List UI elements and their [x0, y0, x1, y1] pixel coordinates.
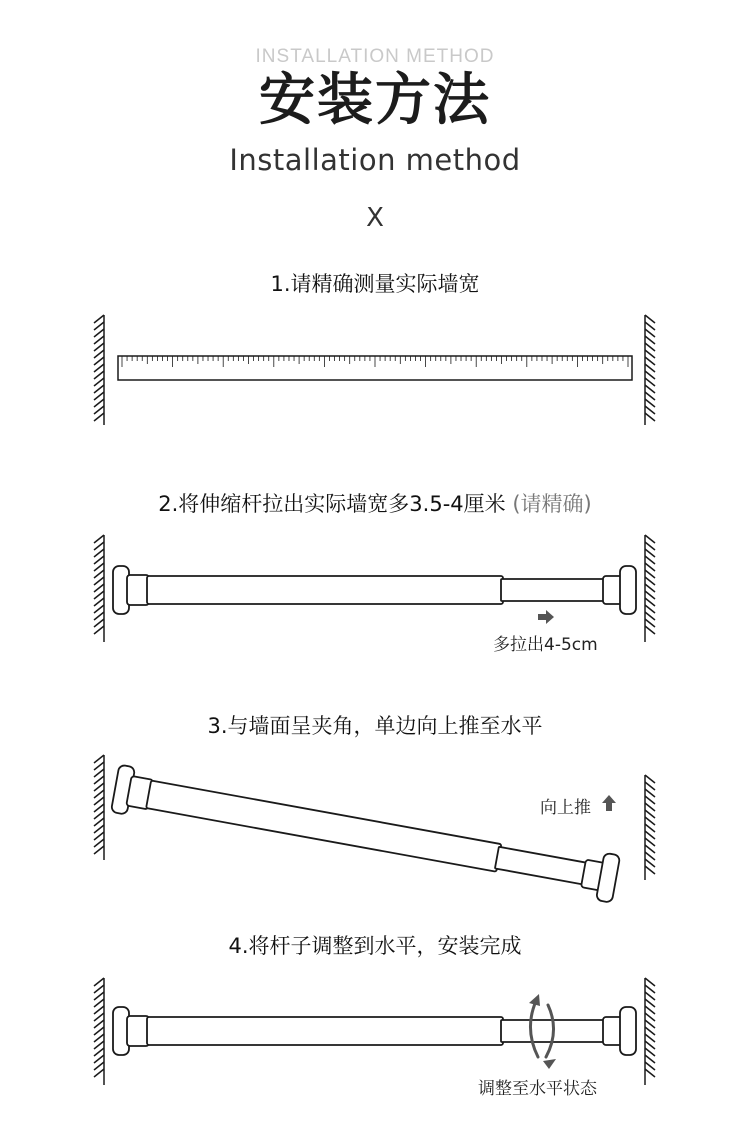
wall-hatch: [94, 762, 104, 770]
wall-hatch: [94, 818, 104, 826]
wall-hatch: [94, 755, 104, 763]
wall-hatch: [94, 811, 104, 819]
wall-hatch: [645, 392, 655, 400]
wall-hatch: [94, 556, 104, 564]
wall-hatch: [645, 598, 655, 606]
step-2-note: (请精确): [512, 492, 592, 516]
wall-hatch: [94, 392, 104, 400]
wall-hatch: [94, 1055, 104, 1063]
wall-hatch: [645, 985, 655, 993]
wall-hatch: [94, 769, 104, 777]
wall-hatch: [645, 1041, 655, 1049]
rod-horizontal-level: [113, 1007, 636, 1055]
page-title: 安装方法: [259, 67, 491, 133]
wall-hatch: [645, 782, 655, 790]
wall-hatch: [94, 378, 104, 386]
wall-hatch: [94, 825, 104, 833]
wall-hatch: [94, 315, 104, 323]
wall-hatch: [645, 542, 655, 550]
wall-hatch: [645, 343, 655, 351]
wall-hatch: [645, 999, 655, 1007]
wall-hatch: [645, 810, 655, 818]
wall-hatch: [645, 584, 655, 592]
wall-hatch: [645, 378, 655, 386]
wall-hatch: [94, 371, 104, 379]
wall-hatch: [94, 846, 104, 854]
wall-hatch: [94, 1013, 104, 1021]
wall-hatch: [94, 357, 104, 365]
wall-hatch: [645, 978, 655, 986]
wall-hatch: [645, 535, 655, 543]
wall-hatch: [94, 797, 104, 805]
step-2-caption: 多拉出4-5cm: [493, 635, 598, 655]
wall-hatch: [94, 1027, 104, 1035]
wall-hatch: [645, 399, 655, 407]
wall-hatch: [645, 357, 655, 365]
wall-hatch: [645, 385, 655, 393]
rod-horizontal-extended: [113, 566, 636, 614]
wall-hatch: [94, 978, 104, 986]
wall-hatch: [645, 619, 655, 627]
wall-hatch: [94, 605, 104, 613]
wall-hatch: [94, 1062, 104, 1070]
step-4-caption: 调整至水平状态: [478, 1079, 597, 1099]
wall-hatch: [94, 804, 104, 812]
wall-hatch: [645, 789, 655, 797]
wall-hatch: [645, 852, 655, 860]
wall-hatch: [94, 999, 104, 1007]
wall-hatch: [94, 1020, 104, 1028]
wall-hatch: [94, 399, 104, 407]
wall-hatch: [94, 350, 104, 358]
wall-hatch: [645, 838, 655, 846]
wall-hatch: [645, 563, 655, 571]
step-2-text: 2.将伸缩杆拉出实际墙宽多3.5-4厘米: [158, 492, 506, 516]
wall-hatch: [645, 992, 655, 1000]
wall-hatch: [94, 385, 104, 393]
wall-hatch: [94, 832, 104, 840]
wall-hatch: [94, 1006, 104, 1014]
wall-hatch: [94, 839, 104, 847]
wall-hatch: [94, 591, 104, 599]
right-wall: [645, 315, 655, 425]
step-4-illustration: [0, 973, 750, 1093]
step-3-caption: 向上推: [540, 798, 591, 818]
step-4-label: 4.将杆子调整到水平，安装完成: [228, 934, 522, 958]
wall-hatch: [94, 1041, 104, 1049]
header-watermark: INSTALLATION METHOD: [255, 46, 495, 67]
wall-hatch: [94, 336, 104, 344]
wall-hatch: [645, 1055, 655, 1063]
wall-hatch: [94, 598, 104, 606]
wall-hatch: [645, 315, 655, 323]
step-1-illustration: [0, 310, 750, 430]
wall-hatch: [94, 790, 104, 798]
wall-hatch: [94, 329, 104, 337]
wall-hatch: [645, 591, 655, 599]
wall-hatch: [645, 322, 655, 330]
wall-hatch: [645, 796, 655, 804]
arrow-right-icon: [538, 610, 554, 624]
wall-hatch: [645, 612, 655, 620]
wall-hatch: [94, 1034, 104, 1042]
wall-hatch: [645, 1013, 655, 1021]
wall-hatch: [645, 866, 655, 874]
wall-hatch: [645, 1034, 655, 1042]
wall-hatch: [94, 570, 104, 578]
wall-hatch: [645, 1027, 655, 1035]
wall-hatch: [645, 817, 655, 825]
rod-angled: [111, 765, 620, 903]
wall-hatch: [645, 329, 655, 337]
wall-hatch: [94, 413, 104, 421]
wall-hatch: [645, 1006, 655, 1014]
wall-hatch: [94, 584, 104, 592]
wall-hatch: [94, 535, 104, 543]
wall-hatch: [645, 1048, 655, 1056]
left-wall: [94, 315, 104, 425]
wall-hatch: [645, 364, 655, 372]
wall-hatch: [94, 549, 104, 557]
wall-hatch: [645, 859, 655, 867]
step-3-label: 3.与墙面呈夹角，单边向上推至水平: [207, 714, 543, 738]
wall-hatch: [94, 542, 104, 550]
wall-hatch: [645, 570, 655, 578]
wall-hatch: [645, 775, 655, 783]
wall-hatch: [94, 619, 104, 627]
wall-hatch: [645, 413, 655, 421]
wall-hatch: [645, 371, 655, 379]
wall-hatch: [645, 406, 655, 414]
wall-hatch: [645, 626, 655, 634]
wall-hatch: [94, 343, 104, 351]
wall-hatch: [645, 845, 655, 853]
wall-hatch: [645, 577, 655, 585]
wall-hatch: [645, 605, 655, 613]
wall-hatch: [94, 406, 104, 414]
wall-hatch: [94, 1048, 104, 1056]
step-3-illustration: [0, 750, 750, 890]
wall-hatch: [645, 336, 655, 344]
divider-mark: X: [366, 203, 384, 233]
wall-hatch: [645, 1062, 655, 1070]
wall-hatch: [645, 824, 655, 832]
wall-hatch: [94, 612, 104, 620]
wall-hatch: [94, 626, 104, 634]
wall-hatch: [645, 1020, 655, 1028]
wall-hatch: [645, 350, 655, 358]
wall-hatch: [645, 803, 655, 811]
wall-hatch: [645, 549, 655, 557]
wall-hatch: [645, 831, 655, 839]
wall-hatch: [94, 776, 104, 784]
wall-hatch: [94, 1069, 104, 1077]
wall-hatch: [94, 992, 104, 1000]
wall-hatch: [94, 563, 104, 571]
page-subtitle: Installation method: [229, 143, 521, 177]
wall-hatch: [645, 556, 655, 564]
wall-hatch: [94, 364, 104, 372]
wall-hatch: [94, 322, 104, 330]
wall-hatch: [94, 985, 104, 993]
arrow-up-icon: [602, 795, 616, 811]
step-2-illustration: [0, 530, 750, 650]
wall-hatch: [94, 783, 104, 791]
wall-hatch: [645, 1069, 655, 1077]
wall-hatch: [94, 577, 104, 585]
step-2-label: [0, 488, 750, 518]
step-1-label: 1.请精确测量实际墙宽: [270, 272, 480, 296]
